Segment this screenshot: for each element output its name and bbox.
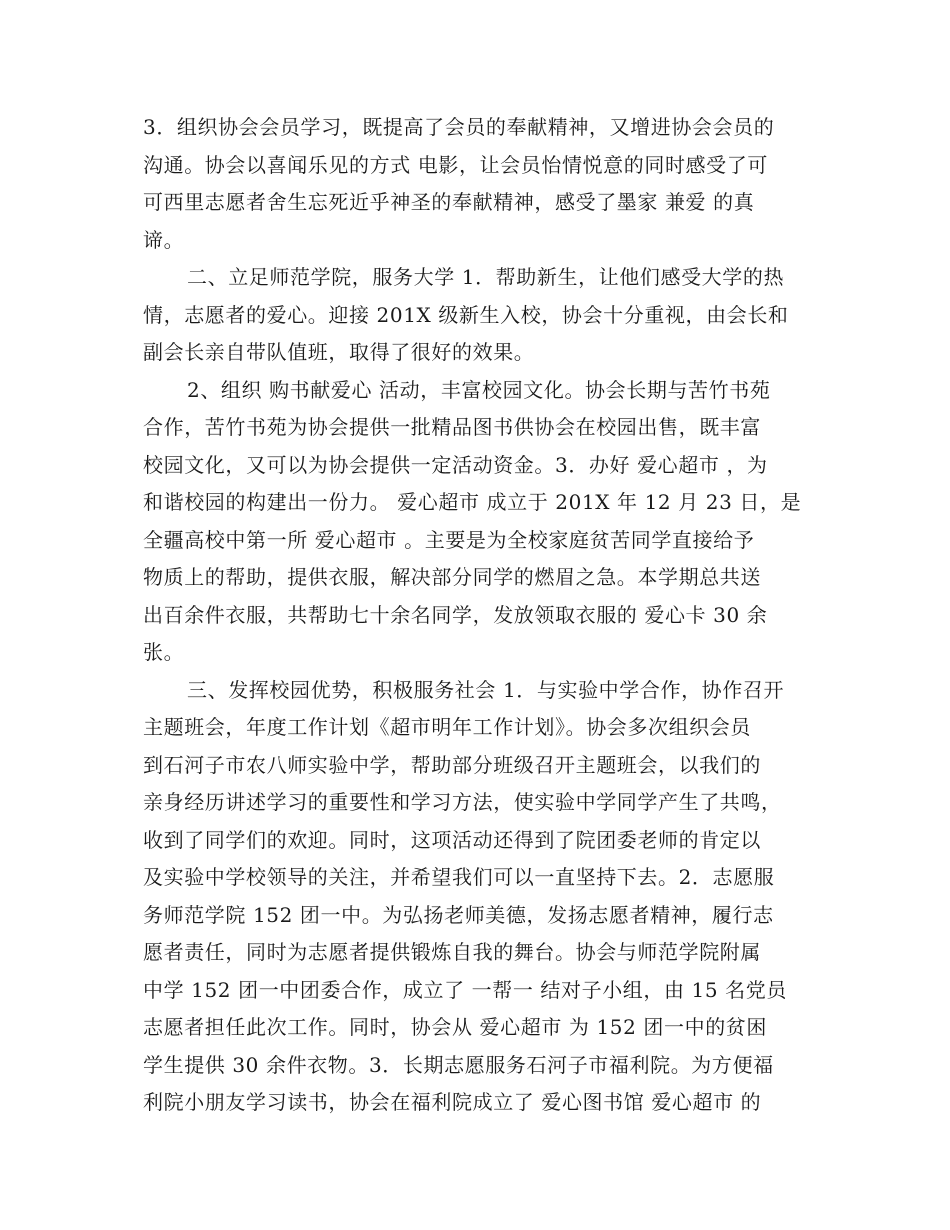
document-body bbox=[143, 109, 810, 1122]
text-line: 主题班会，年度工作计划《超市明年工作计划》。协会多次组织会员 bbox=[143, 715, 751, 739]
text-line: 三、发挥校园优势，积极服务社会 1．与实验中学合作，协作召开 bbox=[187, 677, 785, 702]
paragraph-2 bbox=[143, 259, 810, 372]
text-line: 及实验中学校领导的关注，并希望我们可以一直坚持下去。2．志愿服 bbox=[143, 865, 775, 889]
text-line: 志愿者担任此次工作。同时，协会从 爱心超市 为 152 团一中的贫困 bbox=[143, 1015, 768, 1039]
text-line: 二、立足师范学院，服务大学 1．帮助新生，让他们感受大学的热 bbox=[187, 265, 785, 289]
text-line: 可西里志愿者舍生忘死近乎神圣的奉献精神，感受了墨家 兼爱 的真 bbox=[143, 190, 755, 214]
text-line: 出百余件衣服，共帮助七十余名同学，发放领取衣服的 爱心卡 30 余 bbox=[143, 602, 768, 627]
text-line: 合作，苦竹书苑为协会提供一批精品图书供协会在校园出售，既丰富 bbox=[143, 415, 761, 439]
text-line: 愿者责任，同时为志愿者提供锻炼自我的舞台。协会与师范学院附属 bbox=[143, 940, 761, 964]
text-line: 务师范学院 152 团一中。为弘扬老师美德，发扬志愿者精神，履行志 bbox=[143, 902, 774, 927]
paragraph-1 bbox=[143, 109, 810, 259]
text-line: 和谐校园的构建出一份力。 爱心超市 成立于 201X 年 12 月 23 日，是 bbox=[143, 490, 802, 514]
text-line: 沟通。协会以喜闻乐见的方式 电影，让会员怡情悦意的同时感受了可 bbox=[143, 152, 768, 177]
text-line: 到石河子市农八师实验中学，帮助部分班级召开主题班会，以我们的 bbox=[143, 752, 761, 777]
text-line: 全疆高校中第一所 爱心超市 。主要是为全校家庭贫苦同学直接给予 bbox=[143, 527, 755, 552]
text-line: 3．组织协会会员学习，既提高了会员的奉献精神，又增进协会会员的 bbox=[143, 115, 775, 139]
text-line: 情，志愿者的爱心。迎接 201X 级新生入校，协会十分重视，由会长和 bbox=[143, 302, 789, 327]
text-line: 亲身经历讲述学习的重要性和学习方法，使实验中学同学产生了共鸣， bbox=[143, 790, 782, 814]
text-line: 校园文化，又可以为协会提供一定活动资金。3．办好 爱心超市 ，为 bbox=[143, 452, 768, 477]
text-line: 2、组织 购书献爱心 活动，丰富校园文化。协会长期与苦竹书苑 bbox=[187, 377, 771, 402]
text-line: 利院小朋友学习读书，协会在福利院成立了 爱心图书馆 爱心超市 的 bbox=[143, 1090, 762, 1114]
text-line: 副会长亲自带队值班，取得了很好的效果。 bbox=[143, 340, 535, 364]
text-line: 物质上的帮助，提供衣服，解决部分同学的燃眉之急。本学期总共送 bbox=[143, 565, 761, 589]
text-line: 谛。 bbox=[143, 227, 185, 252]
text-line: 中学 152 团一中团委合作，成立了 一帮一 结对子小组，由 15 名党员 bbox=[143, 977, 787, 1002]
text-line: 张。 bbox=[143, 640, 185, 664]
paragraph-3 bbox=[143, 372, 810, 672]
paragraph-4 bbox=[143, 672, 810, 1122]
text-line: 收到了同学们的欢迎。同时，这项活动还得到了院团委老师的肯定以 bbox=[143, 827, 761, 852]
text-line: 学生提供 30 余件衣物。3．长期志愿服务石河子市福利院。为方便福 bbox=[143, 1052, 774, 1077]
